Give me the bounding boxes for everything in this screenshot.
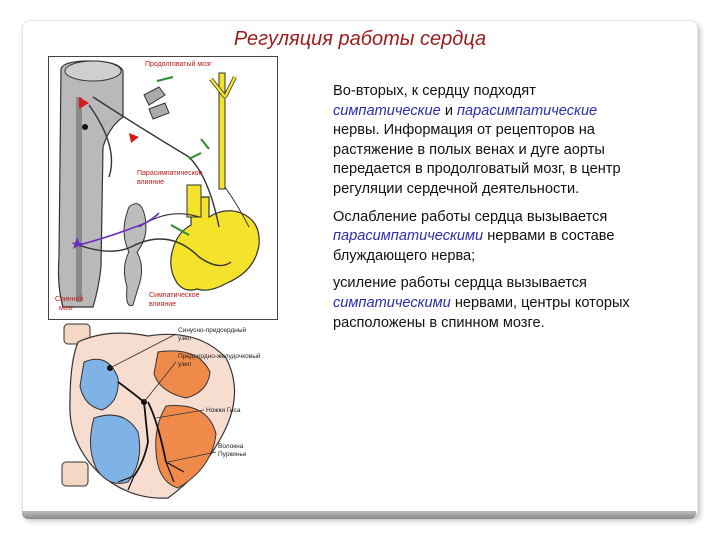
ganglion-chain: [124, 204, 146, 306]
spinal-cord-shape: [59, 61, 124, 307]
label-parasympathetic-1: Парасимпатическое: [137, 170, 203, 177]
label-spinal-2: мозг: [59, 305, 74, 312]
paragraph-nerves: [333, 82, 633, 200]
label-av-node-2: узел: [178, 361, 192, 368]
label-spinal-1: Спинной: [55, 296, 84, 303]
body-text: [333, 82, 633, 341]
paragraph-strengthening: [333, 274, 633, 333]
slide-bottom-bar: [22, 511, 696, 519]
vessel-bottom: [62, 462, 88, 486]
paragraph-weakening: [333, 208, 633, 267]
p3-highlight: симпатическими: [333, 294, 451, 311]
p3-start: усиление работы сердца вызывается: [333, 275, 587, 292]
label-parasympathetic-2: влияние: [137, 179, 165, 186]
right-ventricle: [90, 415, 139, 483]
black-node: [82, 124, 88, 130]
left-ventricle: [156, 406, 216, 488]
label-his: Ножки Гиса: [206, 407, 241, 414]
conduction-system-svg: [48, 322, 276, 502]
nervous-regulation-svg: [49, 57, 277, 319]
label-av-node-1: Предсердно-желудочковый: [178, 353, 261, 360]
p1-and: и: [440, 102, 458, 119]
label-sa-node-2: узел: [178, 335, 192, 342]
label-sympathetic-1: Симпатическое: [149, 292, 200, 299]
conduction-system-diagram: [48, 322, 276, 502]
label-medulla: Продолговатый мозг: [145, 61, 212, 68]
label-sa-node-1: Синусно-предсердный: [178, 327, 247, 334]
nervous-regulation-diagram: [48, 56, 278, 320]
heart-shape: [171, 73, 259, 290]
p2-highlight: парасимпатическими: [333, 228, 484, 245]
medulla-bulb: [65, 61, 121, 81]
cranial-nerve-knobs: [144, 87, 169, 119]
p1-sympathetic: симпатические: [333, 102, 441, 119]
p1-end: нервы. Информация от рецепторов на растяжение в полых венах и дуге аорты передается в продолговатый мозг, в центр регуляции сердечной деятельности.: [333, 122, 621, 197]
p1-start: Во-вторых, к сердцу подходят: [333, 83, 536, 99]
green-arrow-3: [201, 139, 209, 149]
p3-end: нервами, центры которых расположены в спинном мозге.: [333, 294, 630, 331]
green-arrow-2: [189, 153, 201, 159]
slide-title: Регуляция работы сердца: [233, 28, 487, 50]
p2-start: Ослабление работы сердца вызывается: [333, 208, 608, 225]
label-sympathetic-2: влияние: [149, 301, 177, 308]
green-arrow-1: [157, 77, 173, 81]
red-arrow-2: [129, 133, 139, 143]
p2-end: нервами в составе блуждающего нерва;: [333, 228, 615, 264]
label-purkinje-2: Пуркинье: [218, 451, 247, 458]
label-purkinje-1: Волокна: [218, 443, 244, 450]
p1-parasympathetic: парасимпатические: [457, 102, 598, 119]
